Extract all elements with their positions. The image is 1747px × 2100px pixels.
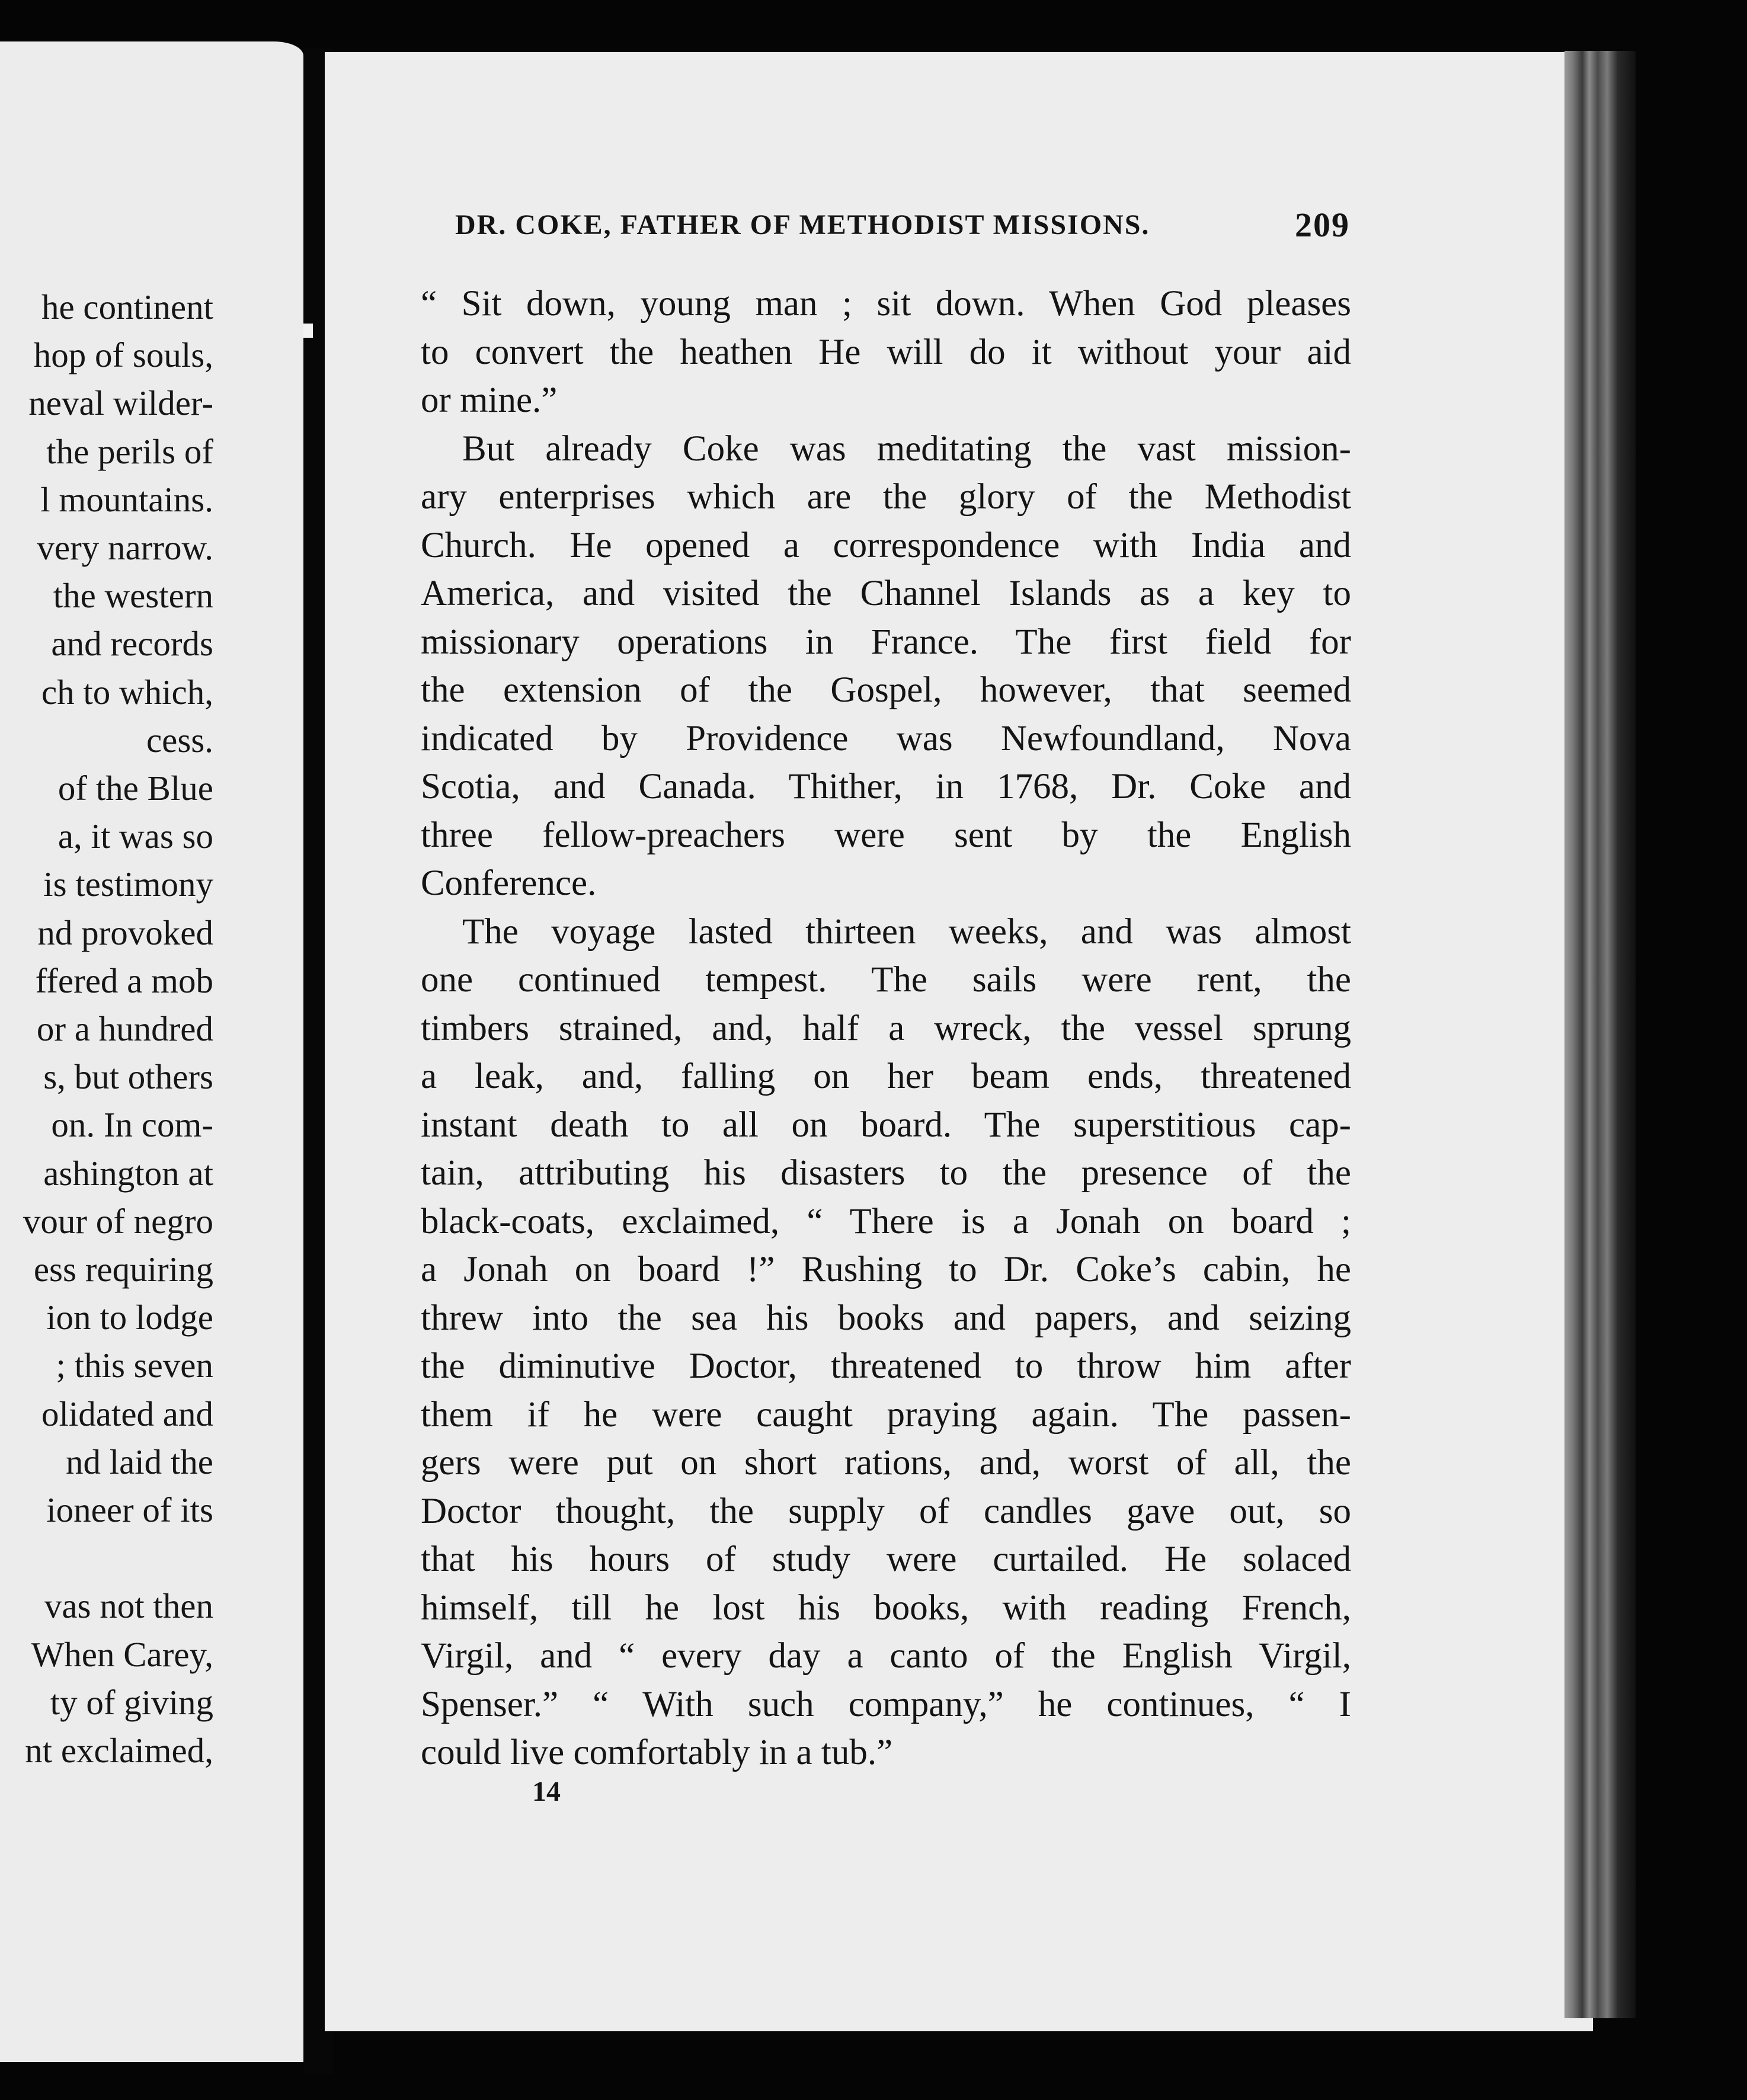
- left-page-line: ion to lodge: [46, 1298, 213, 1337]
- left-page-line: ioneer of its: [46, 1490, 213, 1529]
- text-line: black-coats, exclaimed, “ There is a Jonah on board ;: [421, 1201, 1351, 1241]
- text-line: himself, till he lost his books, with reading French,: [421, 1587, 1351, 1628]
- left-page-line: vas not then: [44, 1586, 213, 1626]
- left-page-line: of the Blue: [57, 769, 213, 808]
- left-page-line: and records: [51, 624, 213, 664]
- text-line: the extension of the Gospel, however, that seemed: [421, 670, 1351, 710]
- left-page-line: is testimony: [43, 865, 213, 904]
- left-page-line: ch to which,: [41, 672, 213, 712]
- text-line: them if he were caught praying again. The passen-: [421, 1394, 1351, 1435]
- left-page-line: on. In com-: [51, 1105, 213, 1145]
- left-page-line: nt exclaimed,: [25, 1731, 213, 1770]
- left-page-line: cess.: [146, 720, 213, 760]
- left-page-line: ashington at: [43, 1153, 213, 1193]
- text-line: Scotia, and Canada. Thither, in 1768, Dr. Coke and: [421, 767, 1351, 806]
- text-line: Church. He opened a correspondence with India and: [421, 525, 1351, 565]
- text-line: Doctor thought, the supply of candles gave out, so: [421, 1491, 1351, 1531]
- text-line: Virgil, and “ every day a canto of the English Virgil,: [421, 1636, 1351, 1676]
- text-line: “ Sit down, young man ; sit down. When God pleases: [421, 284, 1351, 324]
- text-line: The voyage lasted thirteen weeks, and was almost: [462, 911, 1351, 952]
- page-number: 209: [1295, 206, 1350, 244]
- left-page-line: When Carey,: [31, 1634, 213, 1674]
- left-page-line: ffered a mob: [35, 961, 213, 1000]
- left-page-line: a, it was so: [57, 817, 213, 856]
- left-page-line: nd laid the: [65, 1442, 213, 1481]
- text-line: ary enterprises which are the glory of the Methodist: [421, 477, 1351, 517]
- text-line: But already Coke was meditating the vast mission-: [462, 428, 1351, 469]
- body-text: [421, 280, 1351, 1777]
- left-page-line: nd provoked: [37, 913, 213, 952]
- text-line: three fellow-preachers were sent by the English: [421, 815, 1351, 855]
- text-line: threw into the sea his books and papers, and seizing: [421, 1298, 1351, 1338]
- text-line: the diminutive Doctor, threatened to throw him after: [421, 1346, 1351, 1386]
- text-line: America, and visited the Channel Islands as a key to: [421, 574, 1351, 613]
- page-edge-stack: [1564, 51, 1636, 2018]
- text-line: gers were put on short rations, and, worst of all, the: [421, 1443, 1351, 1483]
- left-page-line: he continent: [41, 287, 213, 326]
- left-page-line: ty of giving: [50, 1682, 213, 1722]
- left-page-line: the perils of: [46, 431, 213, 471]
- signature-mark: 14: [532, 1776, 561, 1807]
- text-line: could live comfortably in a tub.”: [421, 1733, 893, 1772]
- text-line: one continued tempest. The sails were rent, the: [421, 960, 1351, 1000]
- text-line: Conference.: [421, 863, 597, 903]
- left-page-line: the western: [53, 576, 213, 616]
- running-title: DR. COKE, FATHER OF METHODIST MISSIONS.: [455, 209, 1150, 241]
- left-page-line: s, but others: [43, 1057, 213, 1097]
- left-page-line: ; this seven: [56, 1346, 213, 1385]
- text-line: indicated by Providence was Newfoundland, Nova: [421, 718, 1351, 758]
- left-page-line: very narrow.: [37, 528, 213, 567]
- text-line: Spenser.” “ With such company,” he continues, “ I: [421, 1684, 1351, 1724]
- text-line: that his hours of study were curtailed. He solaced: [421, 1539, 1351, 1579]
- left-page-line: neval wilder-: [28, 383, 213, 423]
- text-line: timbers strained, and, half a wreck, the vessel sprung: [421, 1008, 1351, 1048]
- text-line: tain, attributing his disasters to the presence of the: [421, 1153, 1351, 1193]
- paper-speck: [303, 324, 313, 338]
- text-line: a Jonah on board !” Rushing to Dr. Coke’s cabin, he: [421, 1250, 1351, 1289]
- left-page-line: ess requiring: [33, 1250, 213, 1289]
- left-page-line: vour of negro: [23, 1201, 213, 1241]
- left-page-line: or a hundred: [36, 1009, 213, 1048]
- running-head: [455, 201, 1350, 249]
- text-line: a leak, and, falling on her beam ends, threatened: [421, 1057, 1351, 1096]
- text-line: instant death to all on board. The superstitious cap-: [421, 1105, 1351, 1145]
- text-line: to convert the heathen He will do it without your aid: [421, 332, 1351, 372]
- text-line: or mine.”: [421, 380, 558, 420]
- left-page-line: hop of souls,: [33, 335, 213, 375]
- left-page-line: l mountains.: [40, 479, 213, 519]
- text-line: missionary operations in France. The first field for: [421, 622, 1351, 662]
- left-page-line: olidated and: [41, 1394, 213, 1433]
- left-page: [0, 41, 303, 2062]
